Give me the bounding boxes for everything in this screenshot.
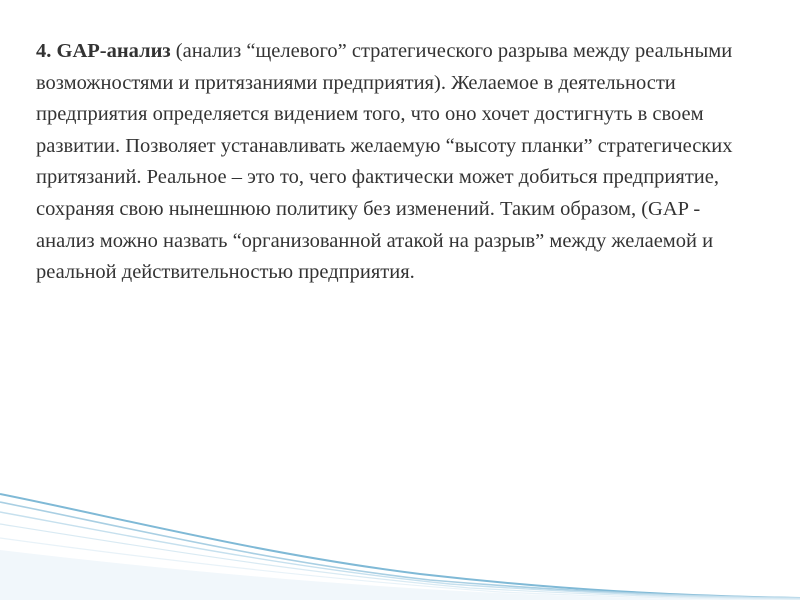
text-block [36,36,748,289]
paragraph-body: (анализ “щелевого” стратегического разрыва между реальными возможностями и притязаниями предприятия). Желаемое в деятельности предприятия определяется видением того, что оно хочет достигнуть в своем развитии. Позволяет устанавливать желаемую “высоту планки” стратегических притязаний. Реальное – это то, чего фактически может добиться предприятие, сохраняя свою нынешнюю политику без изменений. Таким образом, (GAP - анализ можно назвать “организованной атакой на разрыв” между желаемой и реальной действительностью предприятия. [36,40,733,284]
paragraph-heading: 4. GAP-анализ [36,40,171,62]
paragraph [36,36,748,289]
wave-lines-decoration [0,490,800,600]
wave-fill [0,550,800,600]
